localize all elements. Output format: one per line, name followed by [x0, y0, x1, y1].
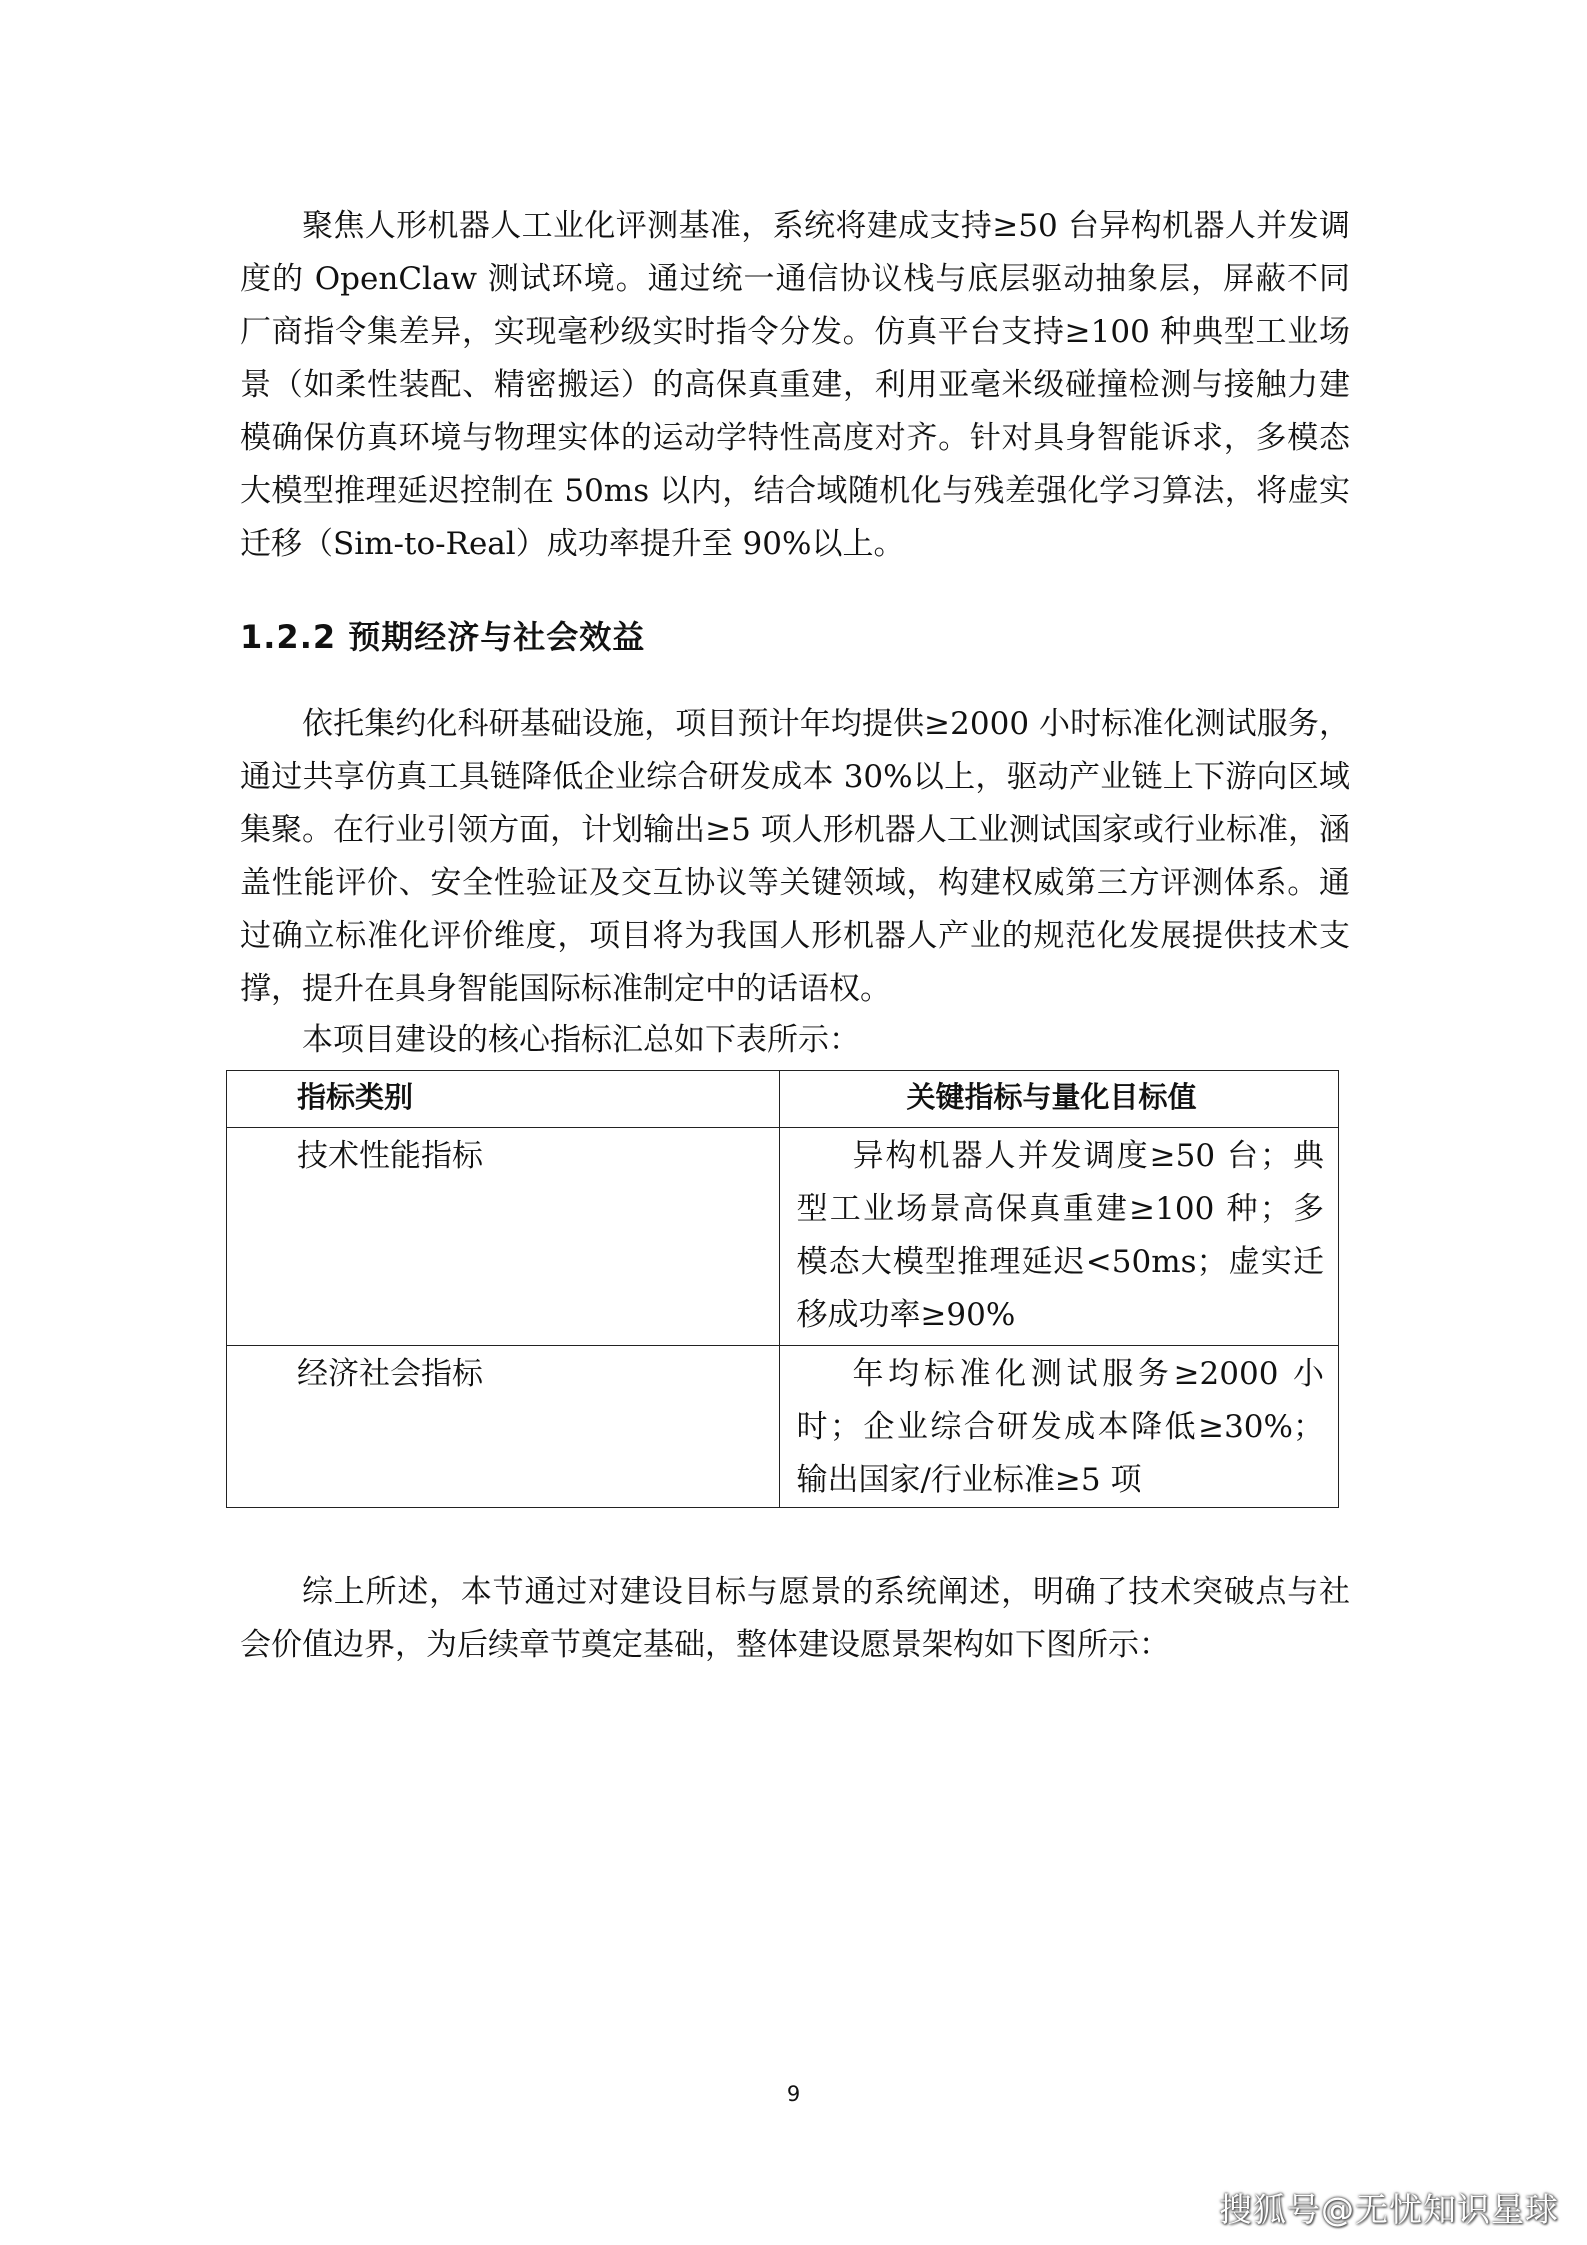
table-header-row — [227, 1071, 1339, 1128]
page-number: 9 — [786, 2082, 801, 2106]
table-row — [227, 1346, 1339, 1508]
paragraph-evaluation-benchmark: 聚焦人形机器人工业化评测基准，系统将建成支持≥50 台异构机器人并发调度的 OpenClaw 测试环境。通过统一通信协议栈与底层驱动抽象层，屏蔽不同厂商指令集差异，实现毫秒级实时指令分发。仿真平台支持≥100 种典型工业场景（如柔性装配、精密搬运）的高保真重建，利用亚毫米级碰撞检测与接触力建模确保仿真环境与物理实体的运动学特性高度对齐。针对具身智能诉求，多模态大模型推理延迟控制在 50ms 以内，结合域随机化与残差强化学习算法，将虚实迁移（Sim-to-Real）成功率提升至 90%以上。 — [240, 208, 1350, 562]
paragraph-summary: 综上所述，本节通过对建设目标与愿景的系统阐述，明确了技术突破点与社会价值边界，为后续章节奠定基础，整体建设愿景架构如下图所示： — [240, 1574, 1350, 1663]
paragraph-economic-benefits: 依托集约化科研基础设施，项目预计年均提供≥2000 小时标准化测试服务，通过共享仿真工具链降低企业综合研发成本 30%以上，驱动产业链上下游向区域集聚。在行业引领方面，计划输出≥5 项人形机器人工业测试国家或行业标准，涵盖性能评价、安全性验证及交互协议等关键领域，构建权威第三方评测体系。通过确立标准化评价维度，项目将为我国人形机器人产业的规范化发展提供技术支撑，提升在具身智能国际标准制定中的话语权。 — [240, 706, 1350, 1007]
table-cell-category: 技术性能指标 — [227, 1128, 780, 1346]
table-cell-targets: 年均标准化测试服务≥2000 小时；企业综合研发成本降低≥30%；输出国家/行业标准≥5 项 — [780, 1346, 1339, 1508]
table-row — [227, 1128, 1339, 1346]
table-header-targets: 关键指标与量化目标值 — [780, 1071, 1339, 1128]
watermark: 搜狐号@无忧知识星球 — [1219, 2190, 1559, 2229]
core-metrics-table — [226, 1070, 1339, 1508]
section-heading: 1.2.2 预期经济与社会效益 — [240, 618, 646, 656]
table-header-category: 指标类别 — [227, 1071, 780, 1128]
paragraph-table-intro: 本项目建设的核心指标汇总如下表所示： — [302, 1022, 860, 1058]
table-cell-category: 经济社会指标 — [227, 1346, 780, 1508]
table-cell-targets: 异构机器人并发调度≥50 台；典型工业场景高保真重建≥100 种；多模态大模型推理延迟<50ms；虚实迁移成功率≥90% — [780, 1128, 1339, 1346]
